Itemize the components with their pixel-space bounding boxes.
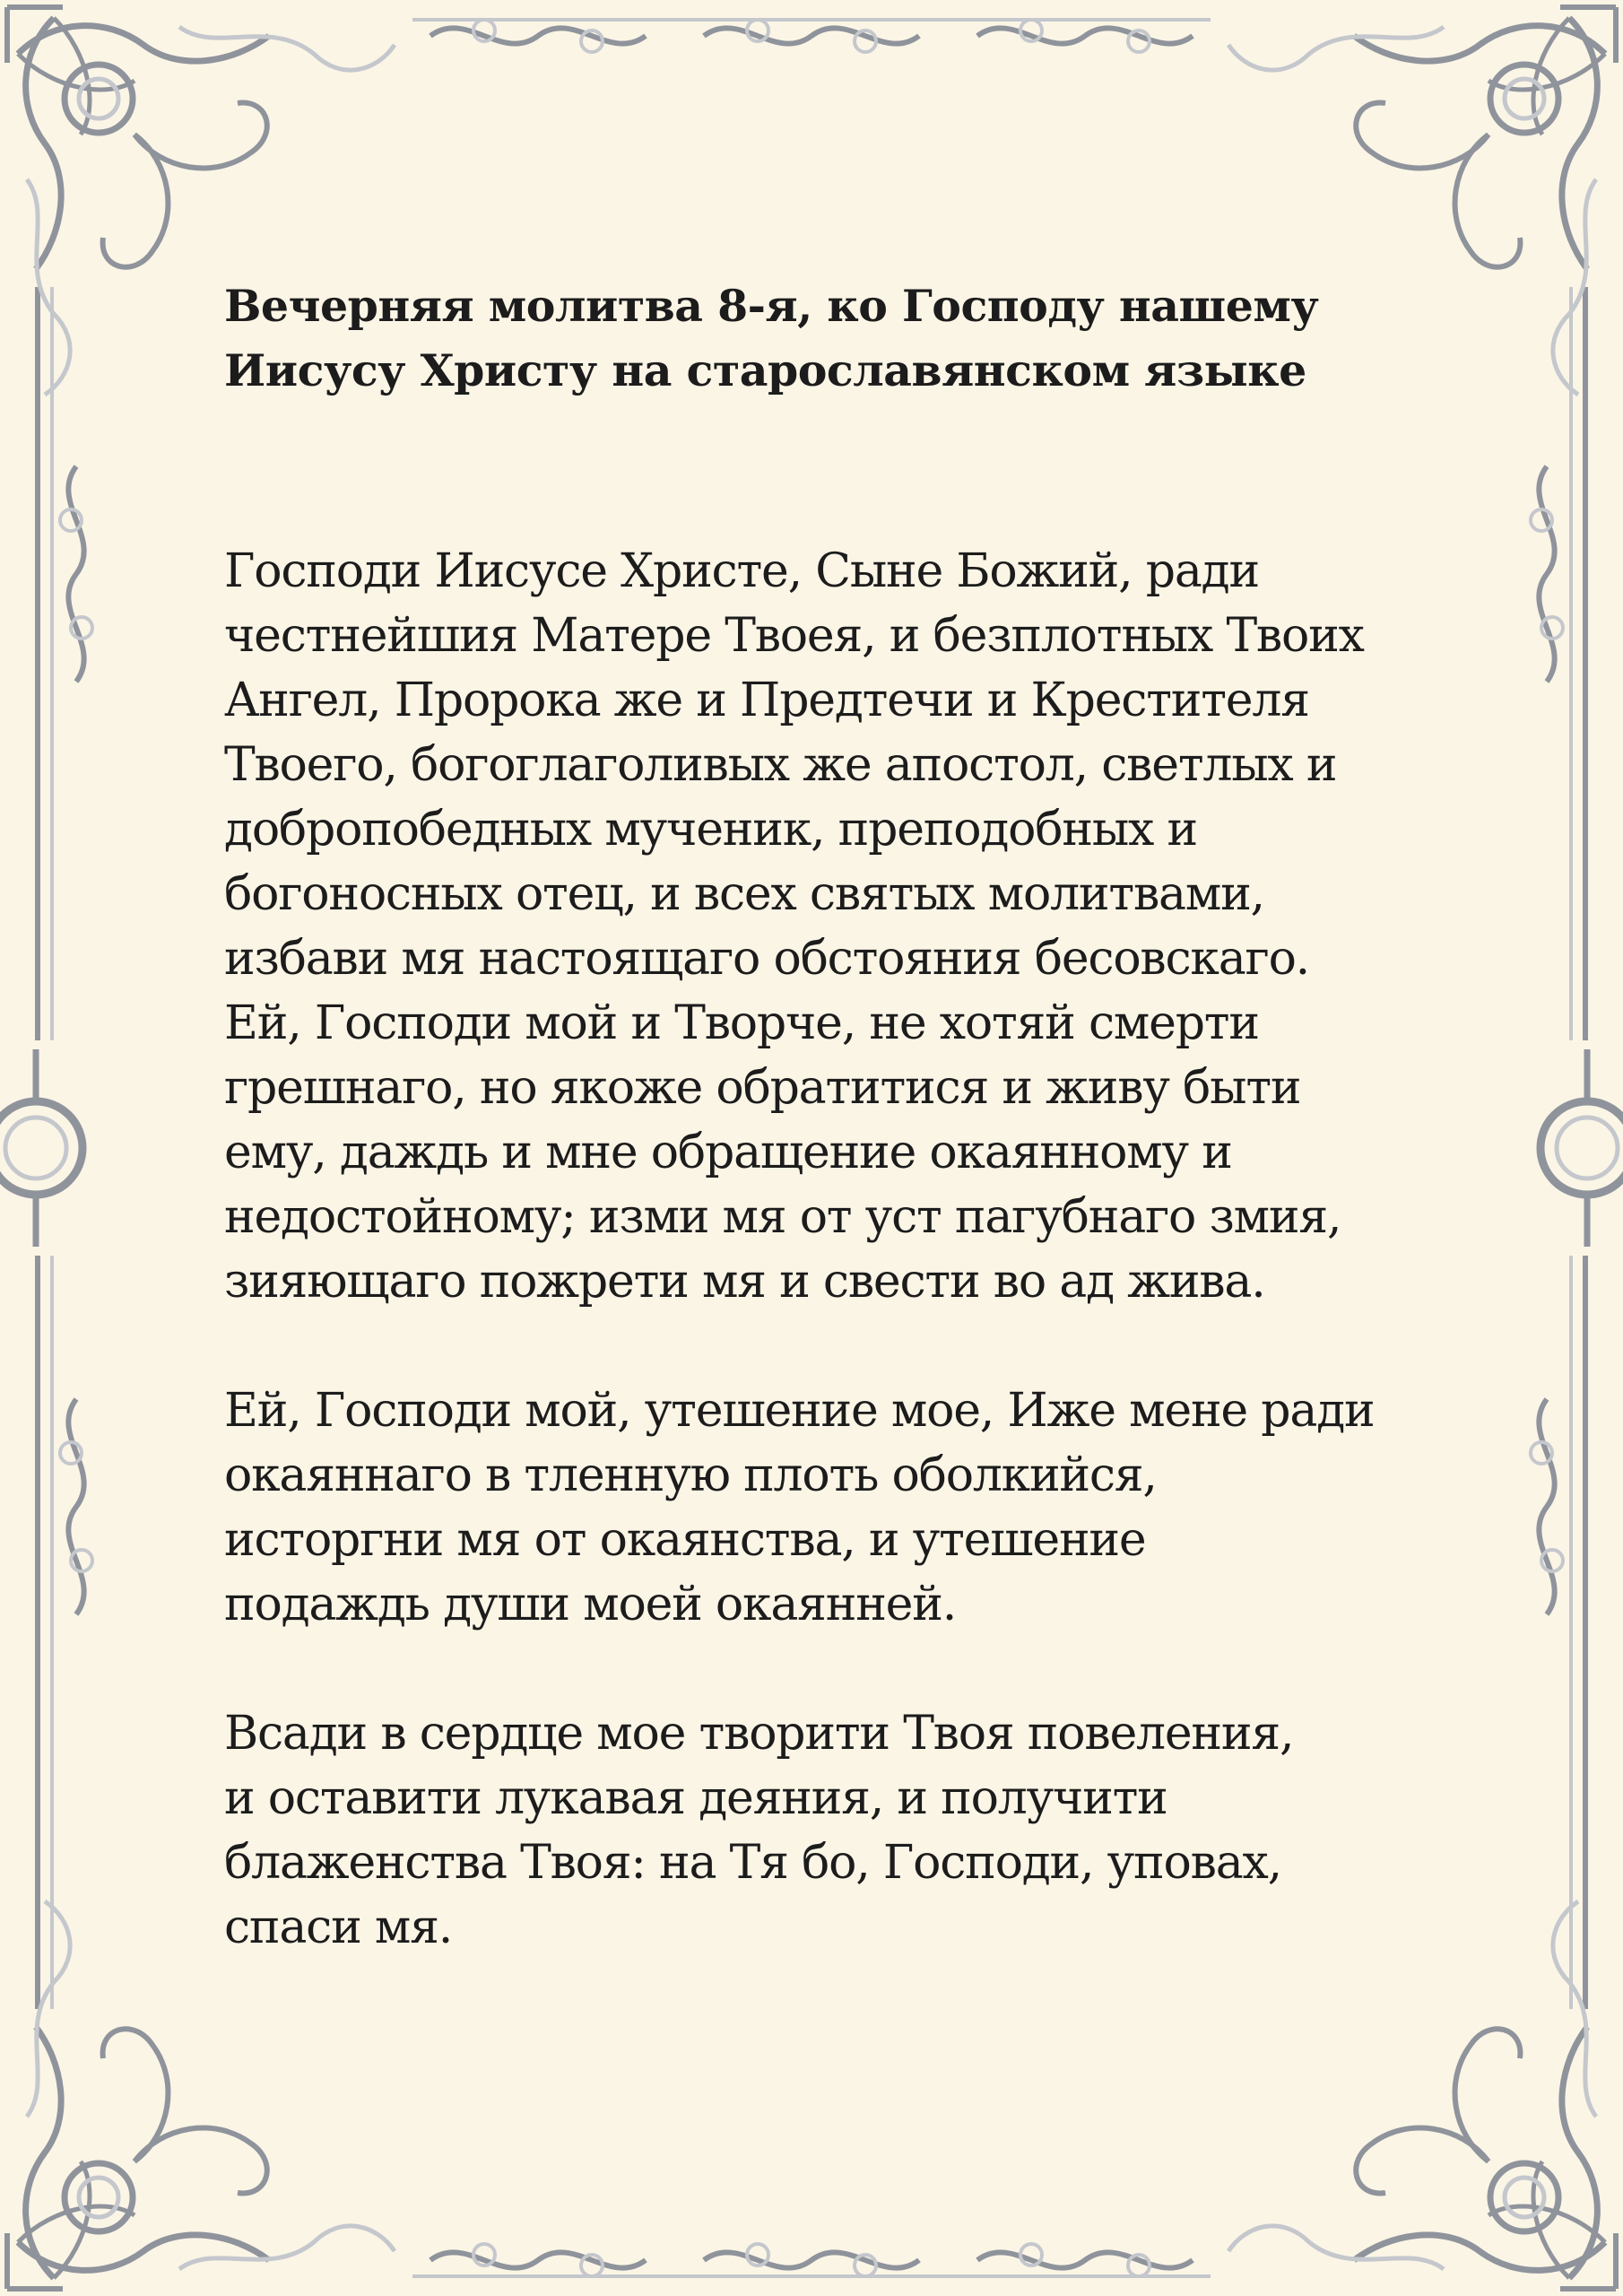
text-line: избави мя настоящаго обстояния бесовскаго. xyxy=(224,932,1310,986)
text-line: Твоего, богоглаголивых же апостол, светлых и xyxy=(224,738,1337,792)
text-line: грешнаго, но якоже обратитися и живу быти xyxy=(224,1061,1301,1115)
text-line: блаженства Твоя: на Тя бо, Господи, уповах, xyxy=(224,1836,1281,1890)
text-line: добропобедных мученик, преподобных и xyxy=(224,803,1197,857)
text-line: подаждь души моей окаянней. xyxy=(224,1578,957,1631)
prayer-content xyxy=(224,274,1480,2024)
prayer-paragraph-1 xyxy=(224,539,1480,1314)
text-line: и оставити лукавая деяния, и получити xyxy=(224,1771,1167,1825)
text-line: спаси мя. xyxy=(224,1900,453,1954)
title-line: Иисусу Христу на старославянском языке xyxy=(224,344,1306,396)
text-line: исторгни мя от окаянства, и утешение xyxy=(224,1513,1146,1567)
text-line: честнейшия Матере Твоея, и безплотных Твоих xyxy=(224,609,1364,663)
text-line: Ей, Господи мой, утешение мое, Иже мене ради xyxy=(224,1384,1375,1438)
right-ring-icon xyxy=(1541,1049,1623,1247)
text-line: Ей, Господи мой и Творче, не хотяй смерти xyxy=(224,996,1259,1050)
prayer-paragraph-2 xyxy=(224,1378,1480,1637)
text-line: Ангел, Пророка же и Предтечи и Крестителя xyxy=(224,674,1309,727)
page-title xyxy=(224,274,1480,403)
text-line: зияющаго пожрети мя и свести во ад жива. xyxy=(224,1255,1265,1309)
left-ring-icon xyxy=(0,1049,82,1247)
text-line: Господи Иисусе Христе, Сыне Божий, ради xyxy=(224,544,1259,598)
text-line: ему, даждь и мне обращение окаянному и xyxy=(224,1126,1232,1179)
prayer-paragraph-3 xyxy=(224,1701,1480,1960)
text-line: богоносных отец, и всех святых молитвами, xyxy=(224,867,1264,921)
text-line: Всади в сердце мое творити Твоя повеления, xyxy=(224,1707,1294,1761)
title-line: Вечерняя молитва 8-я, ко Господу нашему xyxy=(224,280,1319,332)
text-line: окаяннаго в тленную плоть оболкийся, xyxy=(224,1448,1157,1502)
text-line: недостойному; изми мя от уст пагубнаго змия, xyxy=(224,1190,1341,1244)
